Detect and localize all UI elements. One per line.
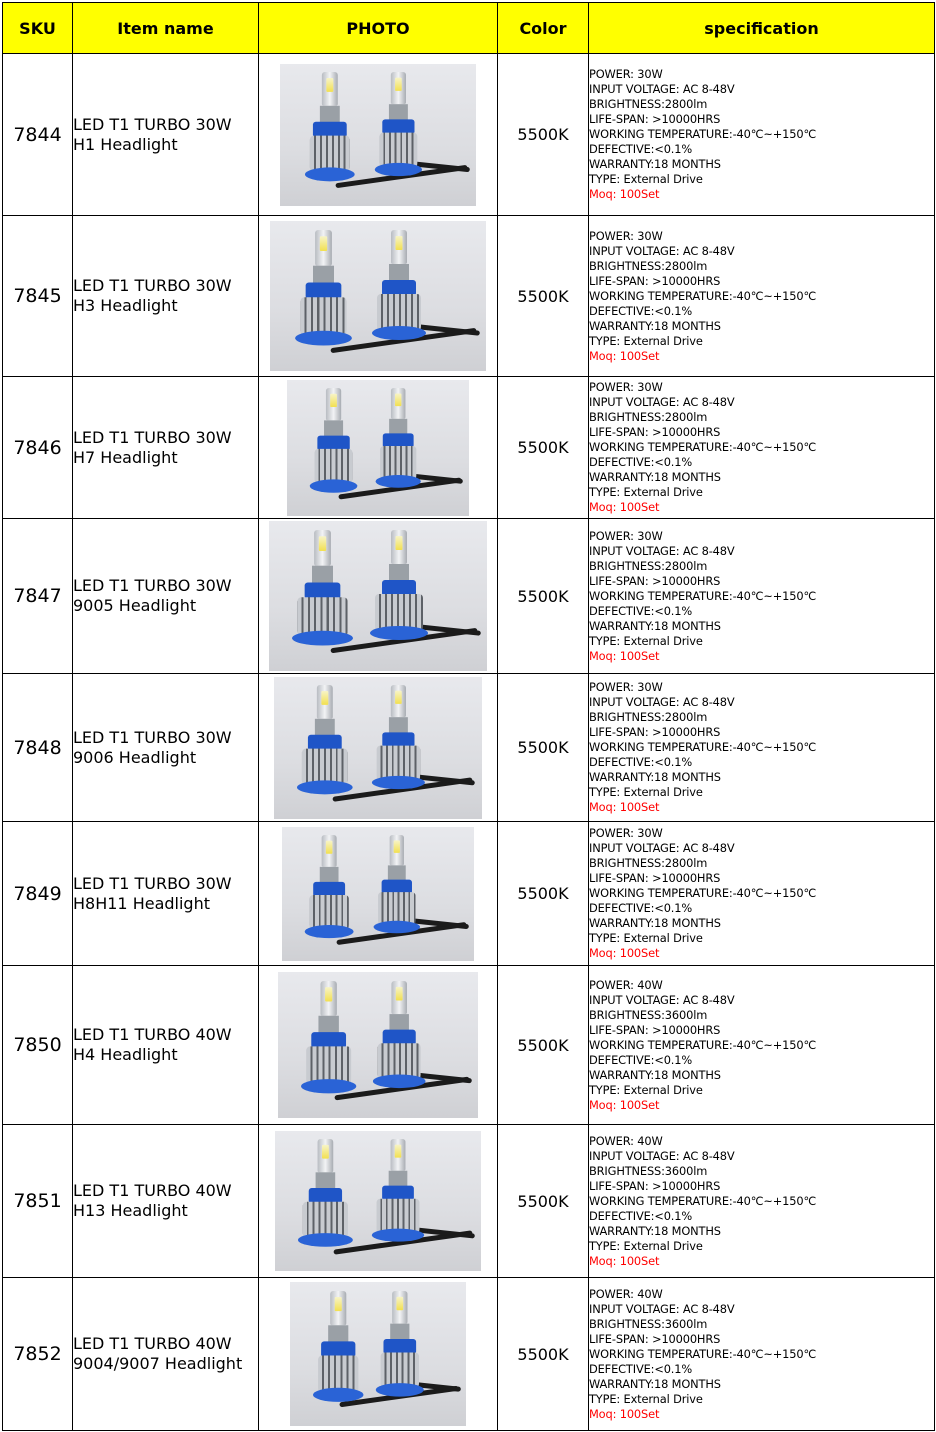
- headlight-bulb-icon: [371, 1291, 429, 1397]
- spec-lifespan: LIFE-SPAN: >10000HRS: [589, 112, 721, 126]
- spec-brightness: BRIGHTNESS:2800lm: [589, 710, 708, 724]
- sku-cell: 7849: [3, 822, 73, 966]
- spec-moq: Moq: 100Set: [589, 1097, 660, 1112]
- spec-voltage: INPUT VOLTAGE: AC 8-48V: [589, 543, 735, 558]
- spec-power: POWER: 30W: [589, 67, 663, 81]
- photo-cell: [259, 1125, 498, 1278]
- table-row: [3, 674, 935, 822]
- spec-moq: Moq: 100Set: [589, 1253, 660, 1268]
- specification-cell: [589, 674, 935, 822]
- product-photo: [278, 972, 478, 1118]
- spec-brightness: BRIGHTNESS:3600lm: [589, 1007, 708, 1022]
- spec-type: TYPE: External Drive: [589, 485, 703, 499]
- spec-moq: Moq: 100Set: [589, 500, 660, 514]
- specification-cell: [589, 519, 935, 674]
- spec-lifespan: LIFE-SPAN: >10000HRS: [589, 1178, 721, 1193]
- headlight-bulb-icon: [298, 981, 359, 1093]
- spec-warranty: WARRANTY:18 MONTHS: [589, 770, 721, 784]
- spec-temperature: WORKING TEMPERATURE:-40℃~+150℃: [589, 886, 817, 900]
- header-sku: SKU: [3, 3, 73, 54]
- color-cell: 5500K: [498, 519, 589, 674]
- spec-type: TYPE: External Drive: [589, 172, 703, 186]
- item-name-line2: H3 Headlight: [73, 296, 178, 315]
- specification-cell: [589, 822, 935, 966]
- spec-type: TYPE: External Drive: [589, 1082, 703, 1097]
- sku-cell: 7845: [3, 216, 73, 377]
- headlight-bulb-icon: [300, 72, 360, 181]
- spec-voltage: INPUT VOLTAGE: AC 8-48V: [589, 841, 735, 855]
- spec-temperature: WORKING TEMPERATURE:-40℃~+150℃: [589, 1193, 817, 1208]
- headlight-bulb-icon: [370, 685, 427, 789]
- spec-warranty: WARRANTY:18 MONTHS: [589, 1376, 721, 1391]
- spec-lifespan: LIFE-SPAN: >10000HRS: [589, 871, 721, 885]
- specification-cell: [589, 1125, 935, 1278]
- product-photo: [269, 521, 487, 671]
- spec-temperature: WORKING TEMPERATURE:-40℃~+150℃: [589, 1346, 817, 1361]
- spec-defective: DEFECTIVE:<0.1%: [589, 901, 693, 915]
- table-row: [3, 54, 935, 216]
- specification-cell: [589, 377, 935, 519]
- spec-power: POWER: 30W: [589, 826, 663, 840]
- header-photo: PHOTO: [259, 3, 498, 54]
- spec-voltage: INPUT VOLTAGE: AC 8-48V: [589, 243, 735, 258]
- product-photo: [290, 1282, 466, 1426]
- spec-temperature: WORKING TEMPERATURE:-40℃~+150℃: [589, 740, 817, 754]
- headlight-bulb-icon: [292, 230, 355, 346]
- color-cell: 5500K: [498, 377, 589, 519]
- product-table: [2, 2, 935, 1431]
- photo-cell: [259, 54, 498, 216]
- item-name-line1: LED T1 TURBO 30W: [73, 114, 232, 134]
- spec-defective: DEFECTIVE:<0.1%: [589, 303, 693, 318]
- spec-lifespan: LIFE-SPAN: >10000HRS: [589, 1022, 721, 1037]
- spec-type: TYPE: External Drive: [589, 1391, 703, 1406]
- photo-cell: [259, 966, 498, 1125]
- spec-moq: Moq: 100Set: [589, 800, 660, 814]
- spec-lifespan: LIFE-SPAN: >10000HRS: [589, 1331, 721, 1346]
- spec-defective: DEFECTIVE:<0.1%: [589, 1361, 693, 1376]
- item-name-cell: [73, 674, 259, 822]
- sku-cell: 7851: [3, 1125, 73, 1278]
- header-row: [3, 3, 935, 54]
- spec-lifespan: LIFE-SPAN: >10000HRS: [589, 273, 721, 288]
- spec-temperature: WORKING TEMPERATURE:-40℃~+150℃: [589, 127, 817, 141]
- item-name-line1: LED T1 TURBO 30W: [73, 276, 232, 295]
- spec-warranty: WARRANTY:18 MONTHS: [589, 318, 721, 333]
- spec-voltage: INPUT VOLTAGE: AC 8-48V: [589, 992, 735, 1007]
- spec-type: TYPE: External Drive: [589, 785, 703, 799]
- item-name-line2: H4 Headlight: [73, 1045, 178, 1064]
- headlight-bulb-icon: [305, 388, 362, 493]
- product-photo: [287, 380, 469, 516]
- spec-defective: DEFECTIVE:<0.1%: [589, 1208, 693, 1223]
- table-row: [3, 1125, 935, 1278]
- product-photo: [282, 827, 474, 961]
- item-name-line2: H13 Headlight: [73, 1201, 188, 1220]
- item-name-cell: [73, 216, 259, 377]
- spec-brightness: BRIGHTNESS:2800lm: [589, 97, 708, 111]
- headlight-bulb-icon: [371, 388, 425, 488]
- color-cell: 5500K: [498, 966, 589, 1125]
- item-name-cell: [73, 822, 259, 966]
- table-row: [3, 822, 935, 966]
- photo-cell: [259, 216, 498, 377]
- spec-moq: Moq: 100Set: [589, 187, 660, 201]
- headlight-bulb-icon: [370, 1139, 426, 1242]
- spec-type: TYPE: External Drive: [589, 1238, 703, 1253]
- spec-warranty: WARRANTY:18 MONTHS: [589, 1223, 721, 1238]
- item-name-line2: 9006 Headlight: [73, 747, 197, 767]
- spec-power: POWER: 30W: [589, 680, 663, 694]
- item-name-line1: LED T1 TURBO 30W: [73, 427, 232, 447]
- header-item-name: Item name: [73, 3, 259, 54]
- spec-moq: Moq: 100Set: [589, 648, 660, 663]
- item-name-line1: LED T1 TURBO 30W: [73, 873, 232, 893]
- item-name-cell: [73, 966, 259, 1125]
- item-name-cell: [73, 1125, 259, 1278]
- spec-moq: Moq: 100Set: [589, 348, 660, 363]
- spec-power: POWER: 30W: [589, 228, 663, 243]
- photo-cell: [259, 377, 498, 519]
- spec-temperature: WORKING TEMPERATURE:-40℃~+150℃: [589, 440, 817, 454]
- spec-warranty: WARRANTY:18 MONTHS: [589, 470, 721, 484]
- photo-cell: [259, 822, 498, 966]
- spec-voltage: INPUT VOLTAGE: AC 8-48V: [589, 1301, 735, 1316]
- spec-temperature: WORKING TEMPERATURE:-40℃~+150℃: [589, 1037, 817, 1052]
- spec-defective: DEFECTIVE:<0.1%: [589, 603, 693, 618]
- color-cell: 5500K: [498, 216, 589, 377]
- color-cell: 5500K: [498, 674, 589, 822]
- spec-voltage: INPUT VOLTAGE: AC 8-48V: [589, 82, 735, 96]
- item-name-line1: LED T1 TURBO 40W: [73, 1025, 232, 1044]
- color-cell: 5500K: [498, 822, 589, 966]
- item-name-line2: H8H11 Headlight: [73, 893, 210, 913]
- spec-voltage: INPUT VOLTAGE: AC 8-48V: [589, 395, 735, 409]
- headlight-bulb-icon: [370, 981, 428, 1088]
- spec-power: POWER: 40W: [589, 1133, 663, 1148]
- spec-temperature: WORKING TEMPERATURE:-40℃~+150℃: [589, 588, 817, 603]
- sku-cell: 7847: [3, 519, 73, 674]
- headlight-bulb-icon: [296, 1139, 355, 1247]
- spec-defective: DEFECTIVE:<0.1%: [589, 755, 693, 769]
- header-color: Color: [498, 3, 589, 54]
- sku-cell: 7844: [3, 54, 73, 216]
- spec-voltage: INPUT VOLTAGE: AC 8-48V: [589, 695, 735, 709]
- spec-brightness: BRIGHTNESS:2800lm: [589, 856, 708, 870]
- table-row: [3, 377, 935, 519]
- table-row: [3, 519, 935, 674]
- spec-type: TYPE: External Drive: [589, 931, 703, 945]
- spec-warranty: WARRANTY:18 MONTHS: [589, 916, 721, 930]
- specification-cell: [589, 54, 935, 216]
- sku-cell: 7846: [3, 377, 73, 519]
- spec-moq: Moq: 100Set: [589, 946, 660, 960]
- spec-type: TYPE: External Drive: [589, 333, 703, 348]
- product-photo: [280, 64, 476, 206]
- spec-brightness: BRIGHTNESS:3600lm: [589, 1163, 708, 1178]
- spec-temperature: WORKING TEMPERATURE:-40℃~+150℃: [589, 288, 817, 303]
- spec-power: POWER: 40W: [589, 977, 663, 992]
- headlight-bulb-icon: [301, 835, 357, 938]
- product-photo: [275, 1131, 481, 1271]
- spec-warranty: WARRANTY:18 MONTHS: [589, 618, 721, 633]
- item-name-line2: 9005 Headlight: [73, 596, 197, 615]
- specification-cell: [589, 1278, 935, 1431]
- item-name-line2: H7 Headlight: [73, 447, 178, 467]
- color-cell: 5500K: [498, 1125, 589, 1278]
- spec-voltage: INPUT VOLTAGE: AC 8-48V: [589, 1148, 735, 1163]
- photo-cell: [259, 519, 498, 674]
- spec-brightness: BRIGHTNESS:2800lm: [589, 410, 708, 424]
- spec-brightness: BRIGHTNESS:2800lm: [589, 258, 708, 273]
- color-cell: 5500K: [498, 1278, 589, 1431]
- item-name-line1: LED T1 TURBO 30W: [73, 727, 232, 747]
- item-name-line1: LED T1 TURBO 40W: [73, 1181, 232, 1200]
- item-name-cell: [73, 1278, 259, 1431]
- sku-cell: 7852: [3, 1278, 73, 1431]
- product-photo: [274, 677, 482, 819]
- spec-moq: Moq: 100Set: [589, 1406, 660, 1421]
- spec-brightness: BRIGHTNESS:2800lm: [589, 558, 708, 573]
- spec-defective: DEFECTIVE:<0.1%: [589, 142, 693, 156]
- item-name-line2: H1 Headlight: [73, 134, 178, 154]
- headlight-bulb-icon: [370, 835, 424, 933]
- spec-power: POWER: 40W: [589, 1286, 663, 1301]
- color-cell: 5500K: [498, 54, 589, 216]
- spec-type: TYPE: External Drive: [589, 633, 703, 648]
- item-name-line2: 9004/9007 Headlight: [73, 1354, 243, 1373]
- headlight-bulb-icon: [369, 230, 429, 340]
- headlight-bulb-icon: [369, 530, 429, 640]
- sku-cell: 7848: [3, 674, 73, 822]
- photo-cell: [259, 674, 498, 822]
- spec-warranty: WARRANTY:18 MONTHS: [589, 157, 721, 171]
- table-row: [3, 216, 935, 377]
- spec-power: POWER: 30W: [589, 380, 663, 394]
- table-row: [3, 966, 935, 1125]
- spec-warranty: WARRANTY:18 MONTHS: [589, 1067, 721, 1082]
- photo-cell: [259, 1278, 498, 1431]
- spec-brightness: BRIGHTNESS:3600lm: [589, 1316, 708, 1331]
- item-name-line1: LED T1 TURBO 40W: [73, 1334, 232, 1353]
- spec-lifespan: LIFE-SPAN: >10000HRS: [589, 573, 721, 588]
- table-row: [3, 1278, 935, 1431]
- spec-defective: DEFECTIVE:<0.1%: [589, 455, 693, 469]
- spec-lifespan: LIFE-SPAN: >10000HRS: [589, 725, 721, 739]
- headlight-bulb-icon: [308, 1291, 368, 1402]
- product-photo: [270, 221, 486, 371]
- headlight-bulb-icon: [370, 72, 427, 176]
- spec-power: POWER: 30W: [589, 528, 663, 543]
- item-name-line1: LED T1 TURBO 30W: [73, 576, 232, 595]
- sku-cell: 7850: [3, 966, 73, 1125]
- specification-cell: [589, 966, 935, 1125]
- headlight-bulb-icon: [291, 530, 354, 646]
- item-name-cell: [73, 519, 259, 674]
- headlight-bulb-icon: [295, 685, 355, 794]
- spec-defective: DEFECTIVE:<0.1%: [589, 1052, 693, 1067]
- specification-cell: [589, 216, 935, 377]
- item-name-cell: [73, 377, 259, 519]
- header-specification: specification: [589, 3, 935, 54]
- item-name-cell: [73, 54, 259, 216]
- spec-lifespan: LIFE-SPAN: >10000HRS: [589, 425, 721, 439]
